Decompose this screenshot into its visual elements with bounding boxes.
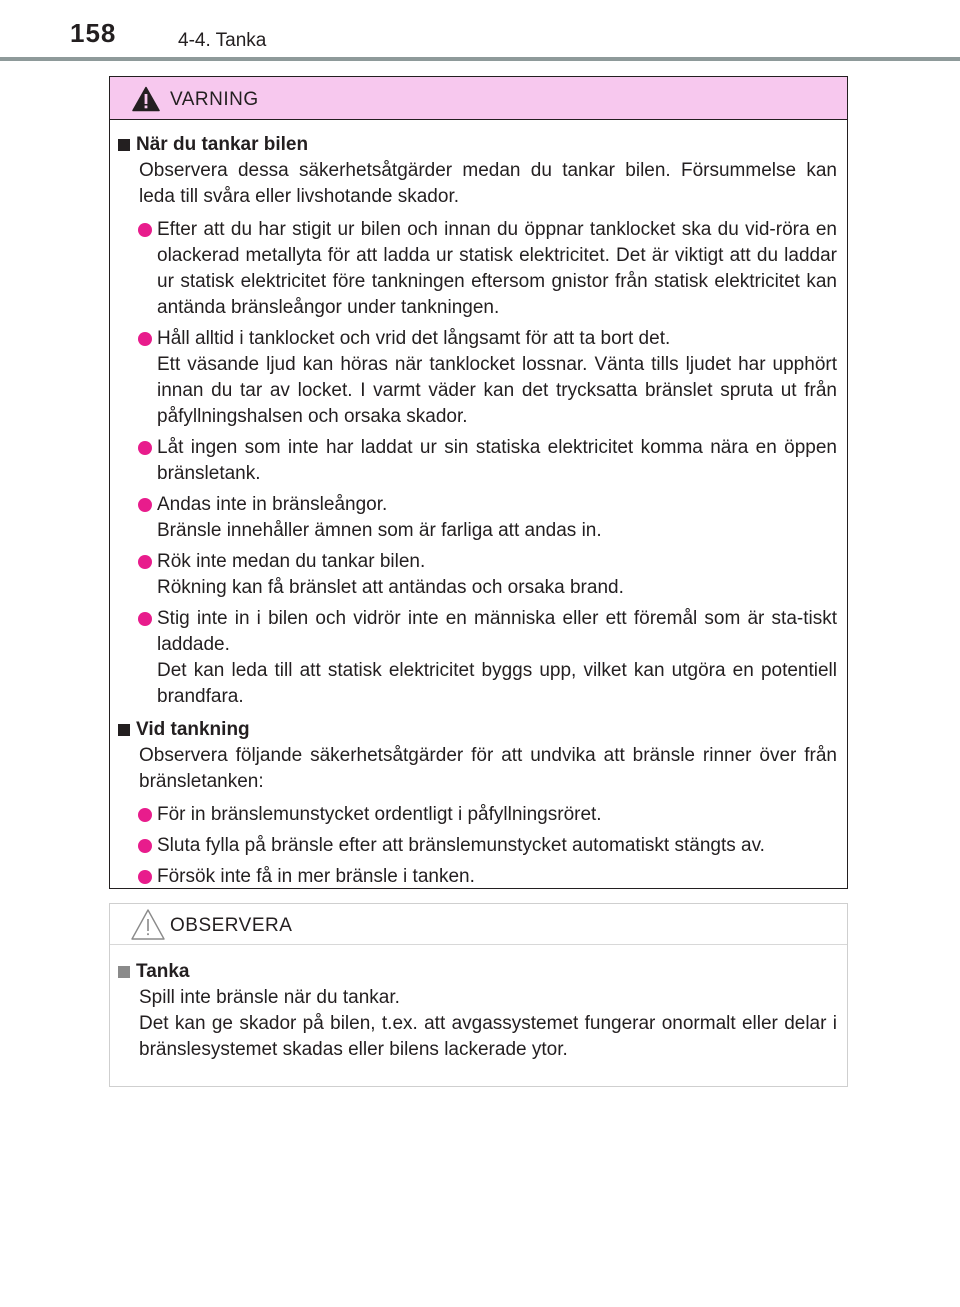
section-heading bbox=[118, 959, 837, 985]
warning-header bbox=[110, 77, 847, 120]
list-item bbox=[118, 435, 837, 487]
list-item-text: Rök inte medan du tankar bilen. bbox=[157, 551, 426, 572]
notice-box bbox=[109, 903, 848, 1087]
section-heading bbox=[118, 717, 837, 743]
section-heading-text: Tanka bbox=[136, 961, 190, 982]
round-bullet-icon bbox=[138, 498, 152, 512]
list-item-text: Låt ingen som inte har laddat ur sin statiska elektricitet komma nära en öppen bränsletank. bbox=[157, 437, 837, 484]
list-item bbox=[118, 606, 837, 710]
intro-text: Observera dessa säkerhetsåtgärder medan du tankar bilen. Försummelse kan leda till svåra eller livshotande skador. bbox=[139, 160, 837, 207]
warning-box bbox=[109, 76, 848, 889]
page-header bbox=[0, 0, 960, 62]
list-item-text: Andas inte in bränsleångor. bbox=[157, 494, 388, 515]
round-bullet-icon bbox=[138, 223, 152, 237]
list-item bbox=[118, 326, 837, 430]
page-number: 158 bbox=[70, 18, 117, 48]
section-intro bbox=[118, 743, 837, 795]
header-rule bbox=[0, 57, 960, 61]
warning-triangle-icon bbox=[132, 86, 160, 112]
list-item bbox=[118, 217, 837, 321]
round-bullet-icon bbox=[138, 332, 152, 346]
list-item-text: Efter att du har stigit ur bilen och innan du öppnar tanklocket ska du vid-röra en olackerad metallyta för att ladda ur statisk elektricitet. Det är viktigt att du laddar ur statisk elektricitet före tankningen eftersom gnistor från statisk elektricitet kan antända bränsleångor under tankningen. bbox=[157, 219, 837, 318]
list-item-text: Ett väsande ljud kan höras när tanklocket lossnar. Vänta tills ljudet har upphört innan du tar av locket. I varmt väder kan det trycksatta bränslet spruta ut från påfyllningshalsen och orsaka skador. bbox=[157, 354, 837, 427]
square-bullet-icon bbox=[118, 724, 130, 736]
intro-text: Spill inte bränsle när du tankar. bbox=[139, 987, 400, 1008]
intro-text: Det kan ge skador på bilen, t.ex. att avgassystemet fungerar onormalt eller delar i bränslesystemet skadas eller bilens lackerade ytor. bbox=[139, 1013, 837, 1060]
round-bullet-icon bbox=[138, 839, 152, 853]
square-bullet-icon bbox=[118, 139, 130, 151]
square-bullet-icon bbox=[118, 966, 130, 978]
notice-label: OBSERVERA bbox=[170, 915, 293, 936]
round-bullet-icon bbox=[138, 612, 152, 626]
round-bullet-icon bbox=[138, 808, 152, 822]
list-item-text: Försök inte få in mer bränsle i tanken. bbox=[157, 866, 475, 887]
round-bullet-icon bbox=[138, 441, 152, 455]
round-bullet-icon bbox=[138, 870, 152, 884]
notice-body bbox=[110, 945, 847, 1063]
list-item bbox=[118, 549, 837, 601]
section-heading-text: Vid tankning bbox=[136, 719, 250, 740]
list-item bbox=[118, 833, 837, 859]
list-item-text: Rökning kan få bränslet att antändas och orsaka brand. bbox=[157, 577, 624, 598]
warning-body bbox=[110, 120, 847, 890]
section-intro bbox=[118, 985, 837, 1063]
warning-label: VARNING bbox=[170, 89, 259, 110]
list-item-text: Stig inte in i bilen och vidrör inte en människa eller ett föremål som är sta-tiskt laddade. bbox=[157, 608, 837, 655]
list-item bbox=[118, 864, 837, 890]
list-item-text: Sluta fylla på bränsle efter att bränslemunstycket automatiskt stängts av. bbox=[157, 835, 765, 856]
section-title: 4-4. Tanka bbox=[178, 30, 267, 51]
section-intro bbox=[118, 158, 837, 210]
list-item bbox=[118, 802, 837, 828]
list-item bbox=[118, 492, 837, 544]
round-bullet-icon bbox=[138, 555, 152, 569]
list-item-text: För in bränslemunstycket ordentligt i påfyllningsröret. bbox=[157, 804, 602, 825]
section-heading bbox=[118, 132, 837, 158]
list-item-text: Bränsle innehåller ämnen som är farliga att andas in. bbox=[157, 520, 602, 541]
list-item-text: Det kan leda till att statisk elektricitet byggs upp, vilket kan utgöra en potentiell brandfara. bbox=[157, 660, 837, 707]
caution-triangle-outline-icon bbox=[130, 908, 166, 942]
intro-text: Observera följande säkerhetsåtgärder för att undvika att bränsle rinner över från bränsletanken: bbox=[139, 745, 837, 792]
list-item-text: Håll alltid i tanklocket och vrid det långsamt för att ta bort det. bbox=[157, 328, 671, 349]
notice-header bbox=[110, 904, 847, 945]
section-heading-text: När du tankar bilen bbox=[136, 134, 309, 155]
